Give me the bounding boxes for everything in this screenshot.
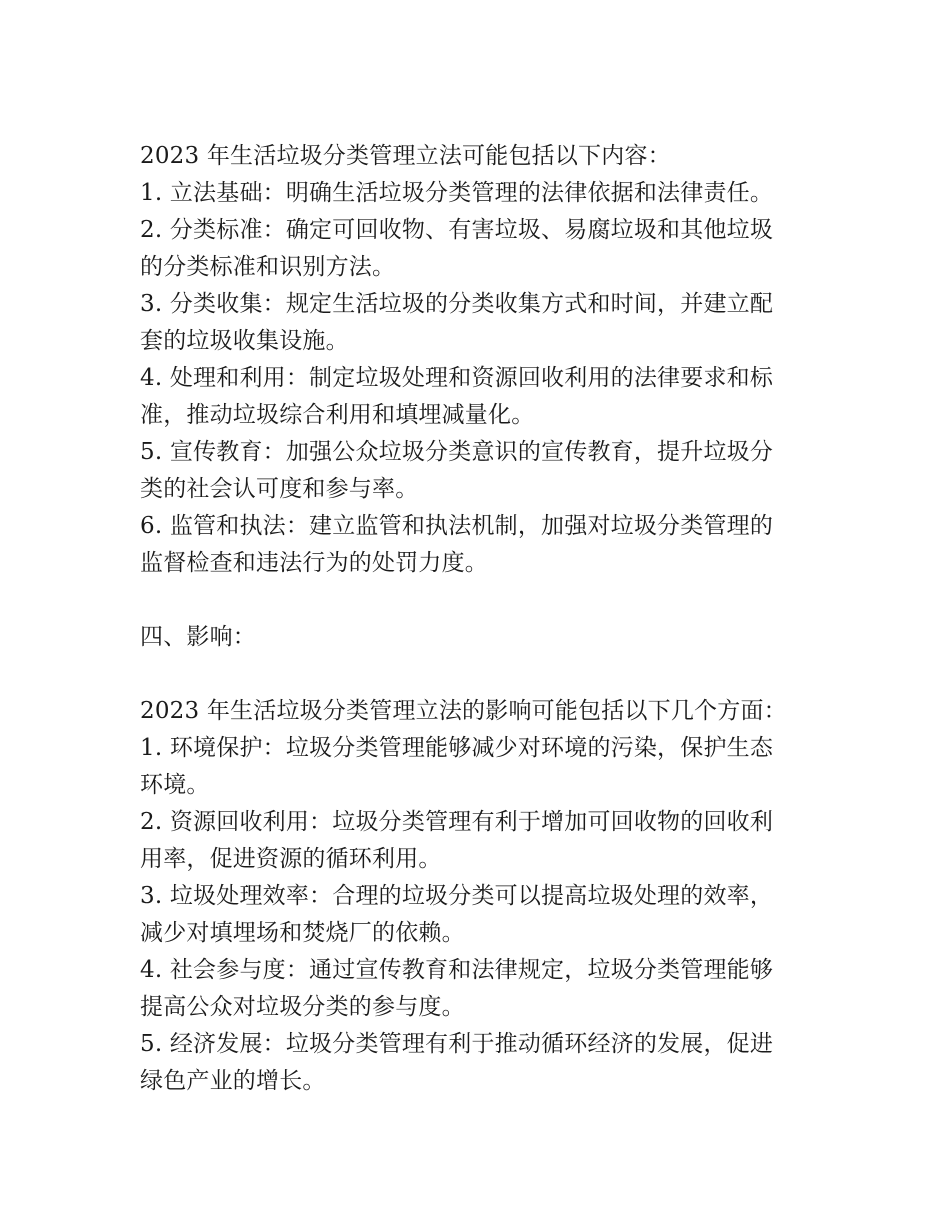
content-item-2-line-2: 的分类标准和识别方法。 — [140, 254, 396, 280]
content-item-3-line-2: 套的垃圾收集设施。 — [140, 328, 349, 354]
document-page — [140, 138, 820, 1100]
impact-intro: 2023 年生活垃圾分类管理立法的影响可能包括以下几个方面： — [140, 698, 787, 724]
spacer — [140, 656, 820, 693]
content-item-2-line-1: 2. 分类标准：确定可回收物、有害垃圾、易腐垃圾和其他垃圾 — [140, 217, 774, 243]
impact-item-5-line-2: 绿色产业的增长。 — [140, 1068, 326, 1094]
content-item-5-line-1: 5. 宣传教育：加强公众垃圾分类意识的宣传教育，提升垃圾分 — [140, 439, 774, 465]
content-intro: 2023 年生活垃圾分类管理立法可能包括以下内容： — [140, 143, 671, 169]
impact-item-1-line-2: 环境。 — [140, 772, 210, 798]
content-item-6-line-2: 监督检查和违法行为的处罚力度。 — [140, 550, 488, 576]
spacer — [140, 582, 820, 619]
content-item-4-line-2: 准，推动垃圾综合利用和填埋减量化。 — [140, 402, 535, 428]
impact-item-4-line-1: 4. 社会参与度：通过宣传教育和法律规定，垃圾分类管理能够 — [140, 957, 774, 983]
impact-item-2-line-1: 2. 资源回收利用：垃圾分类管理有利于增加可回收物的回收利 — [140, 809, 774, 835]
content-item-6-line-1: 6. 监管和执法：建立监管和执法机制，加强对垃圾分类管理的 — [140, 513, 774, 539]
impact-item-3-line-1: 3. 垃圾处理效率：合理的垃圾分类可以提高垃圾处理的效率， — [140, 883, 774, 909]
content-item-1-line-1: 1. 立法基础：明确生活垃圾分类管理的法律依据和法律责任。 — [140, 180, 774, 206]
impact-item-3-line-2: 减少对填埋场和焚烧厂的依赖。 — [140, 920, 465, 946]
content-item-3-line-1: 3. 分类收集：规定生活垃圾的分类收集方式和时间，并建立配 — [140, 291, 774, 317]
impact-item-1-line-1: 1. 环境保护：垃圾分类管理能够减少对环境的污染，保护生态 — [140, 735, 774, 761]
content-item-4-line-1: 4. 处理和利用：制定垃圾处理和资源回收利用的法律要求和标 — [140, 365, 774, 391]
section-heading-impact: 四、影响： — [140, 624, 256, 650]
content-item-5-line-2: 类的社会认可度和参与率。 — [140, 476, 419, 502]
impact-item-5-line-1: 5. 经济发展：垃圾分类管理有利于推动循环经济的发展，促进 — [140, 1031, 774, 1057]
impact-item-4-line-2: 提高公众对垃圾分类的参与度。 — [140, 994, 465, 1020]
impact-item-2-line-2: 用率，促进资源的循环利用。 — [140, 846, 442, 872]
